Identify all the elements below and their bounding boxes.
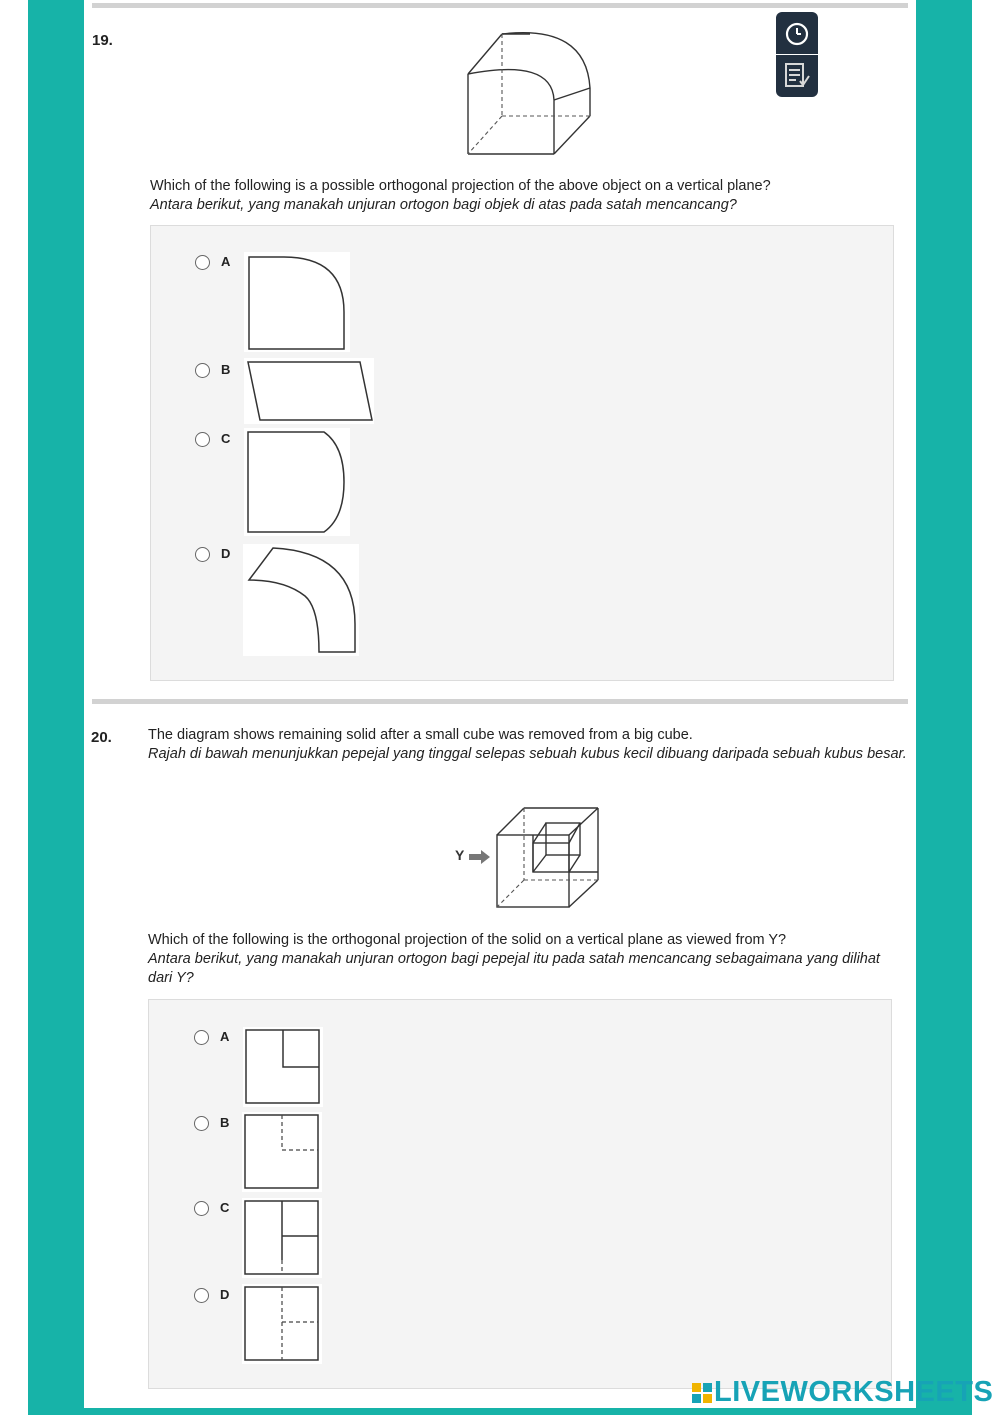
option-label: A bbox=[220, 1029, 230, 1044]
option-label: C bbox=[220, 1200, 230, 1215]
square-dashed-divider-shape bbox=[242, 1284, 322, 1364]
question-20-text bbox=[148, 726, 908, 764]
curved-wedge-shape bbox=[243, 544, 359, 656]
question-20-text-english: The diagram shows remaining solid after a small cube was removed from a big cube. bbox=[148, 727, 693, 743]
question-20-option-c[interactable] bbox=[194, 1199, 234, 1223]
frame-right bbox=[916, 0, 972, 1415]
checklist-icon bbox=[776, 55, 818, 97]
question-20-prompt-english: Which of the following is the orthogonal projection of the solid on a vertical plane as viewed from Y? bbox=[148, 932, 787, 948]
frame-bottom bbox=[28, 1408, 972, 1415]
option-label: D bbox=[221, 546, 231, 561]
liveworksheets-logo bbox=[692, 1376, 993, 1409]
question-20-text-malay: Rajah di bawah menunjukkan pepejal yang tinggal selepas sebuah kubus kecil dibuang daripada sebuah kubus besar. bbox=[148, 746, 907, 762]
question-20-option-b[interactable] bbox=[194, 1114, 234, 1138]
question-20-option-a[interactable] bbox=[194, 1028, 234, 1052]
rounded-right-rectangle-shape bbox=[244, 428, 350, 536]
question-19-text-english: Which of the following is a possible orthogonal projection of the above object on a vertical plane? bbox=[150, 178, 771, 194]
question-20-option-d[interactable] bbox=[194, 1286, 234, 1310]
radio-button[interactable] bbox=[195, 255, 210, 270]
parallelogram-shape bbox=[244, 358, 374, 424]
square-dashed-corner-shape bbox=[242, 1112, 322, 1192]
radio-button[interactable] bbox=[194, 1030, 209, 1045]
top-divider bbox=[92, 3, 908, 8]
option-label: C bbox=[221, 431, 231, 446]
liveworksheets-logo-text: LIVEWORKSHEETS bbox=[714, 1376, 994, 1408]
quarter-round-shape bbox=[244, 252, 350, 352]
square-solid-divider-shape bbox=[242, 1198, 322, 1278]
question-divider bbox=[92, 699, 908, 704]
frame-left bbox=[28, 0, 84, 1415]
option-label: B bbox=[220, 1115, 230, 1130]
radio-button[interactable] bbox=[195, 363, 210, 378]
timer-icon bbox=[776, 12, 818, 54]
question-20-text-2 bbox=[148, 931, 908, 988]
question-20-number: 20. bbox=[91, 729, 112, 746]
question-19-option-d[interactable] bbox=[195, 545, 235, 569]
question-19-text-malay: Antara berikut, yang manakah unjuran ortogon bagi objek di atas pada satah mencancang? bbox=[150, 197, 737, 213]
q19-solid-diagram bbox=[462, 28, 598, 158]
radio-button[interactable] bbox=[195, 432, 210, 447]
square-solid-corner-shape bbox=[243, 1027, 323, 1107]
radio-button[interactable] bbox=[194, 1201, 209, 1216]
radio-button[interactable] bbox=[194, 1288, 209, 1303]
question-19-option-a[interactable] bbox=[195, 253, 235, 277]
radio-button[interactable] bbox=[195, 547, 210, 562]
view-direction-label: Y bbox=[455, 847, 465, 863]
question-20-prompt-malay: Antara berikut, yang manakah unjuran ortogon bagi pepejal itu pada satah mencancang sebagaimana yang dilihat dari Y? bbox=[148, 951, 880, 986]
radio-button[interactable] bbox=[194, 1116, 209, 1131]
question-19-number: 19. bbox=[92, 32, 113, 49]
liveworksheets-logo-icon bbox=[692, 1383, 712, 1403]
q20-cube-diagram bbox=[494, 805, 604, 911]
option-label: A bbox=[221, 254, 231, 269]
question-19-option-b[interactable] bbox=[195, 361, 235, 385]
timer-button[interactable] bbox=[776, 12, 818, 54]
question-19-text bbox=[150, 177, 890, 215]
option-label: D bbox=[220, 1287, 230, 1302]
question-19-option-c[interactable] bbox=[195, 430, 235, 454]
option-label: B bbox=[221, 362, 231, 377]
arrow-right-icon bbox=[469, 850, 491, 864]
checklist-button[interactable] bbox=[776, 55, 818, 97]
